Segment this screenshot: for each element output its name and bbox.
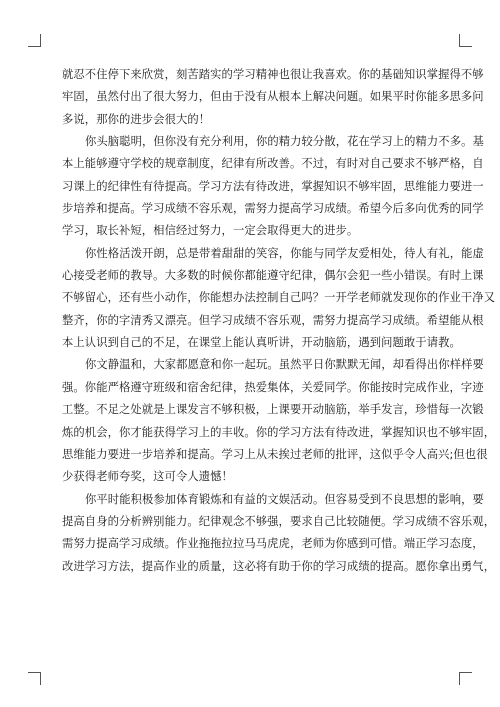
paragraph-first-line: 你平时能积极参加体育锻炼和有益的文娱活动。但容易受到不良思想的影响，要 bbox=[85, 492, 484, 506]
crop-mark-top-left bbox=[28, 34, 41, 47]
paragraph-line: 少获得老师夸奖，这可令人遗憾！ bbox=[62, 470, 233, 484]
paragraph-line: 多说，那你的进步会很大的！ bbox=[62, 112, 211, 126]
paragraph-line: 强。你能严格遵守班级和宿舍纪律，热爱集体，关爱同学。你能按时完成作业，字迹 bbox=[62, 380, 484, 394]
paragraph-first-line: 你头脑聪明，但你没有充分利用，你的精力较分散，花在学习上的精力不多。基 bbox=[85, 135, 484, 149]
crop-mark-bottom-left bbox=[28, 672, 41, 685]
paragraph-line: 工整。不足之处就是上课发言不够积极，上课要开动脑筋，举手发言，珍惜每一次锻 bbox=[62, 403, 484, 417]
paragraph-line: 本上认识到自己的不足，在课堂上能认真听讲，开动脑筋，遇到问题敢于请教。 bbox=[62, 336, 461, 350]
paragraph-line: 学习，取长补短，相信经过努力，一定会取得更大的进步。 bbox=[62, 224, 359, 238]
paragraph-line: 习课上的纪律性有待提高。学习方法有待改进，掌握知识不够牢固，思维能力要进一 bbox=[62, 179, 484, 193]
paragraph-line: 不够留心，还有些小动作，你能想办法控制自己吗？一开学老师就发现你的作业干净又 bbox=[62, 291, 496, 305]
document-body bbox=[62, 64, 496, 578]
paragraph-first-line: 你性格活泼开朗，总是带着甜甜的笑容，你能与同学友爱相处，待人有礼，能虚 bbox=[85, 246, 484, 260]
paragraph-line: 改进学习方法，提高作业的质量，这必将有助于你的学习成绩的提高。愿你拿出勇气， bbox=[62, 559, 496, 573]
paragraph-line: 提高自身的分析辨别能力。纪律观念不够强，要求自己比较随便。学习成绩不容乐观， bbox=[62, 514, 496, 528]
paragraph-line: 心接受老师的教导。大多数的时候你都能遵守纪律，偶尔会犯一些小错误。有时上课 bbox=[62, 269, 484, 283]
paragraph-line: 整齐，你的字清秀又漂亮。但学习成绩不容乐观，需努力提高学习成绩。希望能从根 bbox=[62, 313, 484, 327]
crop-mark-top-right bbox=[459, 34, 472, 47]
paragraph-line: 炼的机会，你才能获得学习上的丰收。你的学习方法有待改进，掌握知识也不够牢固， bbox=[62, 425, 496, 439]
paragraph-line: 步培养和提高。学习成绩不容乐观，需努力提高学习成绩。希望今后多向优秀的同学 bbox=[62, 202, 484, 216]
paragraph-line: 牢固，虽然付出了很大努力，但由于没有从根本上解决问题。如果平时你能多思多问 bbox=[62, 90, 484, 104]
paragraph-line: 需努力提高学习成绩。作业拖拖拉拉马马虎虎，老师为你感到可惜。端正学习态度， bbox=[62, 537, 484, 551]
paragraph-line: 思维能力要进一步培养和提高。学习上从未挨过老师的批评，这似乎令人高兴;但也很 bbox=[62, 447, 488, 461]
paragraph-line: 就忍不住停下来欣赏，刻苦踏实的学习精神也很让我喜欢。你的基础知识掌握得不够 bbox=[62, 68, 484, 81]
paragraph-line: 本上能够遵守学校的规章制度，纪律有所改善。不过，有时对自己要求不够严格，自 bbox=[62, 157, 484, 171]
paragraph-first-line: 你文静温和，大家都愿意和你一起玩。虽然平日你默默无闻，却看得出你样样要 bbox=[85, 358, 484, 372]
crop-mark-bottom-right bbox=[459, 672, 472, 685]
